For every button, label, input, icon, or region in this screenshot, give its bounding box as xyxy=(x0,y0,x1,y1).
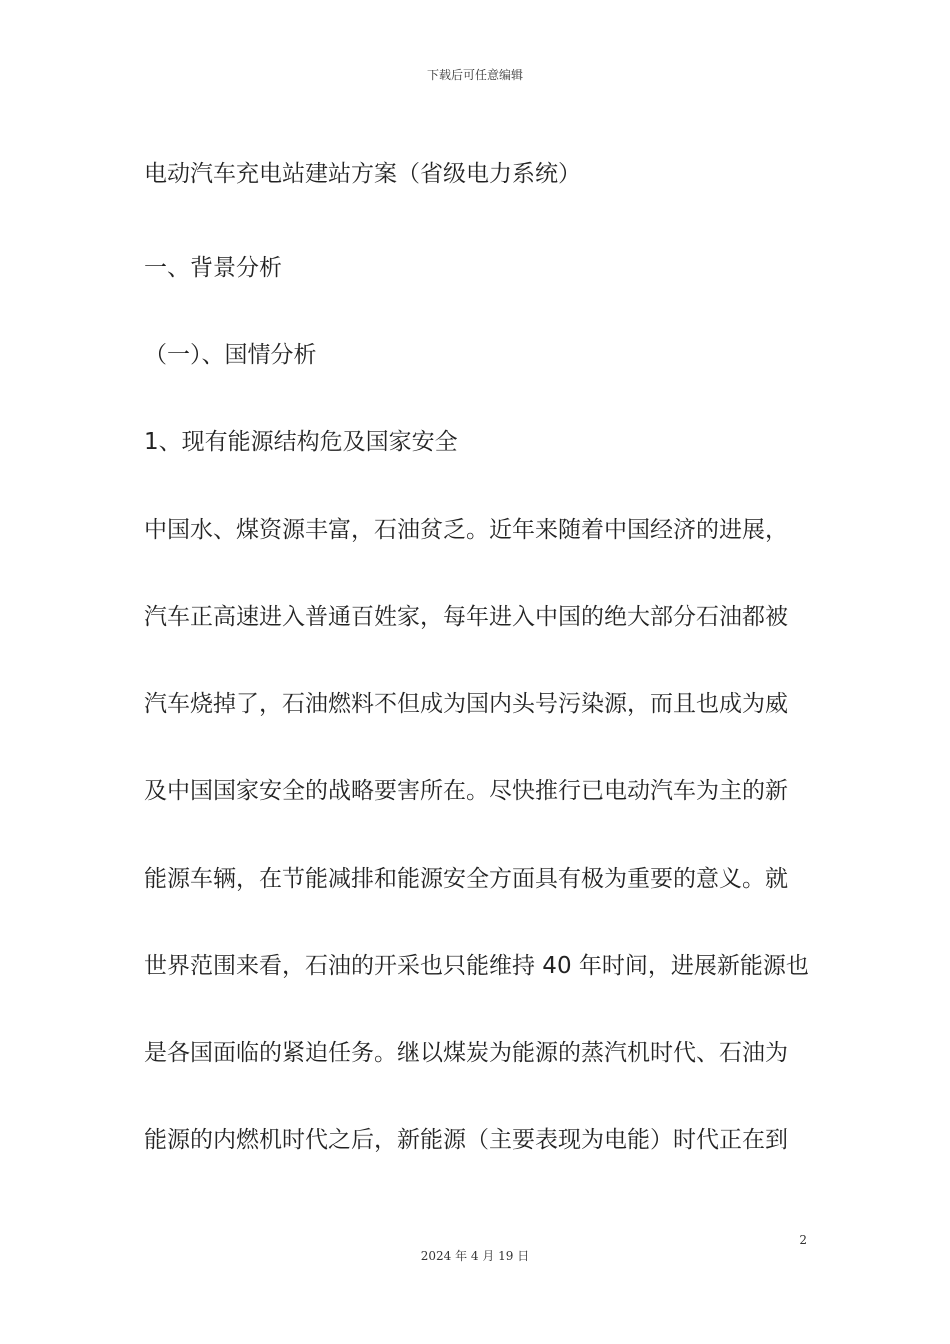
paragraph-line: 是各国面临的紧迫任务。继以煤炭为能源的蒸汽机时代、石油为 xyxy=(144,1040,788,1066)
paragraph-line: 世界范围来看，石油的开采也只能维持 40 年时间，进展新能源也 xyxy=(144,953,809,979)
paragraph-line: 能源的内燃机时代之后，新能源（主要表现为电能）时代正在到 xyxy=(144,1127,788,1153)
page-footer-date: 2024 年 4 月 19 日 xyxy=(420,1249,530,1263)
page-number: 2 xyxy=(799,1233,807,1247)
paragraph-line: 能源车辆，在节能减排和能源安全方面具有极为重要的意义。就 xyxy=(144,866,788,892)
section-heading: 一、背景分析 xyxy=(144,255,282,281)
item-heading: 1、现有能源结构危及国家安全 xyxy=(144,429,458,455)
subsection-heading: （一）、国情分析 xyxy=(144,342,317,368)
paragraph-line: 汽车正高速进入普通百姓家，每年进入中国的绝大部分石油都被 xyxy=(144,604,788,630)
document-title: 电动汽车充电站建站方案（省级电力系统） xyxy=(144,161,581,187)
page-header: 下载后可任意编辑 xyxy=(426,68,523,82)
paragraph-line: 及中国国家安全的战略要害所在。尽快推行已电动汽车为主的新 xyxy=(144,778,788,804)
paragraph-line: 中国水、煤资源丰富，石油贫乏。近年来随着中国经济的进展， xyxy=(144,517,788,543)
paragraph-line: 汽车烧掉了，石油燃料不但成为国内头号污染源，而且也成为威 xyxy=(144,691,788,717)
